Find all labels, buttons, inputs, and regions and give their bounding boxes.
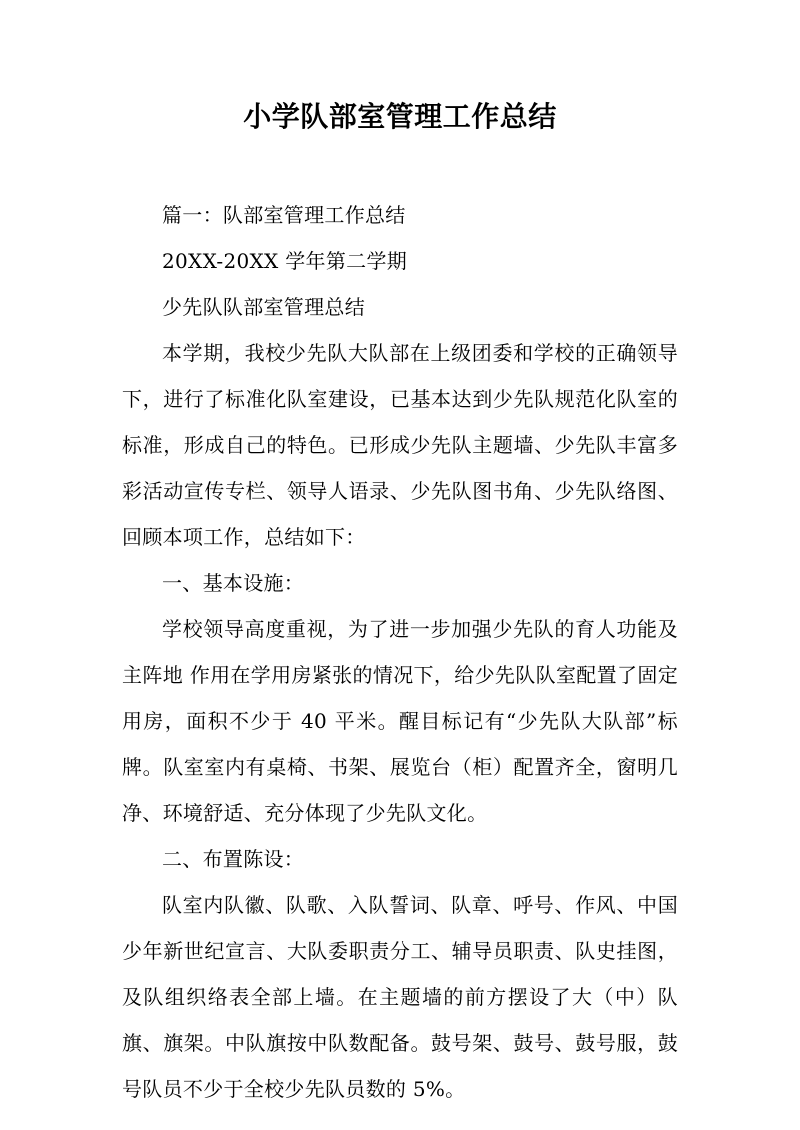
subtitle-line: 少先队队部室管理总结: [162, 295, 365, 319]
intro-paragraph: 本学期，我校少先队大队部在上级团委和学校的正确领导下，进行了标准化队室建设，已基本达到少先队规范化队室的标准，形成自己的特色。已形成少先队主题墙、少先队丰富多彩活动宣传专栏、领导人语录、少先队图书角、少先队络图、回顾本项工作，总结如下：: [122, 341, 678, 549]
basic-facilities-heading: 一、基本设施：: [162, 571, 305, 595]
section-heading: 篇一：队部室管理工作总结: [162, 203, 406, 227]
document-title: 小学队部室管理工作总结: [243, 100, 557, 133]
document-body: [122, 192, 678, 1112]
layout-paragraph: 队室内队徽、队歌、入队誓词、队章、呼号、作风、中国少年新世纪宣言、大队委职责分工、辅导员职责、队史挂图，及队组织络表全部上墙。在主题墙的前方摆设了大（中）队旗、旗架。中队旗按中队数配备。鼓号架、鼓号、鼓号服，鼓号队员不少于全校少先队员数的 5%。: [122, 893, 678, 1101]
basic-facilities-paragraph: 学校领导高度重视，为了进一步加强少先队的育人功能及主阵地 作用在学用房紧张的情况下，给少先队队室配置了固定用房，面积不少于 40 平米。醒目标记有“少先队大队部”标牌。队室室内有桌椅、书架、展览台（柜）配置齐全，窗明几净、环境舒适、充分体现了少先队文化。: [122, 617, 678, 825]
layout-heading: 二、布置陈设：: [162, 847, 305, 871]
semester-line: 20XX-20XX 学年第二学期: [162, 249, 408, 273]
